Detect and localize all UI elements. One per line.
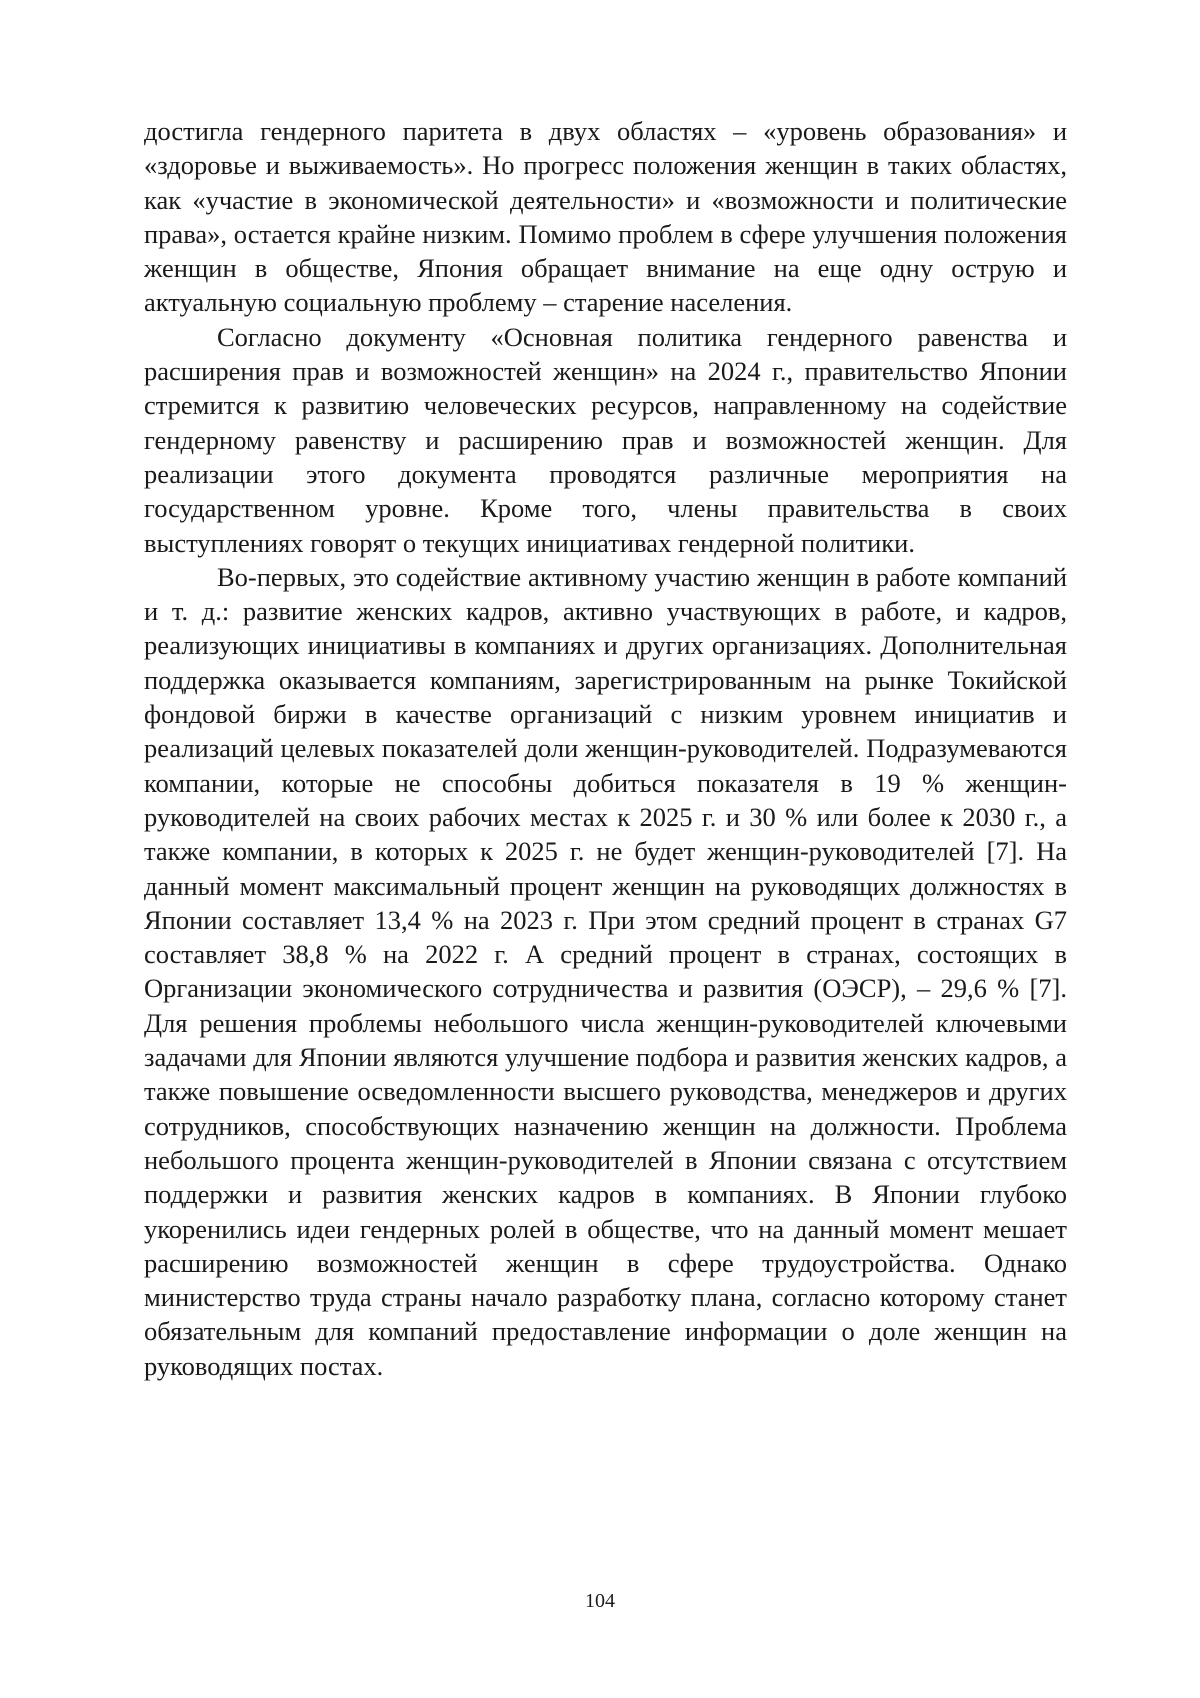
page-number: 104 — [0, 1590, 1200, 1613]
paragraph-women-in-companies: Во-первых, это содействие активному участию женщин в работе компаний и т. д.: развитие женских кадров, активно участвующих в работе, и кадров, реализующих инициативы в компаниях и других организациях. Дополнительная поддержка оказывается компаниям, зарегистрированным на рынке Токийской фондовой биржи в качестве организаций с низким уровнем инициатив и реализаций целевых показателей доли женщин-руководителей. Подразумеваются компании, которые не способны добиться показателя в 19 % женщин-руководителей на своих рабочих местах к 2025 г. и 30 % или более к 2030 г., а также компании, в которых к 2025 г. не будет женщин-руководителей [7]. На данный момент максимальный процент женщин на руководящих должностях в Японии составляет 13,4 % на 2023 г. При этом средний процент в странах G7 составляет 38,8 % на 2022 г. А средний процент в странах, состоящих в Организации экономического сотрудничества и развития (ОЭСР), – 29,6 % [7]. Для решения проблемы небольшого числа женщин-руководителей ключевыми задачами для Японии являются улучшение подбора и развития женских кадров, а также повышение осведомленности высшего руководства, менеджеров и других сотрудников, способствующих назначению женщин на должности. Проблема небольшого процента женщин-руководителей в Японии связана с отсутствием поддержки и развития женских кадров в компаниях. В Японии глубоко укоренились идеи гендерных ролей в обществе, что на данный момент мешает расширению возможностей женщин в сфере трудоустройства. Однако министерство труда страны начало разработку плана, согласно которому станет обязательным для компаний предоставление информации о доле женщин на руководящих постах. — [144, 560, 1067, 1383]
paragraph-continuation: достигла гендерного паритета в двух областях – «уровень образования» и «здоровье и выживаемость». Но прогресс положения женщин в таких областях, как «участие в экономической деятельности» и «возможности и политические права», остается крайне низким. Помимо проблем в сфере улучшения положения женщин в обществе, Япония обращает внимание на еще одну острую и актуальную социальную проблему – старение населения. — [144, 114, 1067, 320]
document-page — [0, 0, 1200, 1698]
body-text — [144, 114, 1067, 1383]
paragraph-gender-policy-document: Согласно документу «Основная политика гендерного равенства и расширения прав и возможностей женщин» на 2024 г., правительство Японии стремится к развитию человеческих ресурсов, направленному на содействие гендерному равенству и расширению прав и возможностей женщин. Для реализации этого документа проводятся различные мероприятия на государственном уровне. Кроме того, члены правительства в своих выступлениях говорят о текущих инициативах гендерной политики. — [144, 320, 1067, 560]
